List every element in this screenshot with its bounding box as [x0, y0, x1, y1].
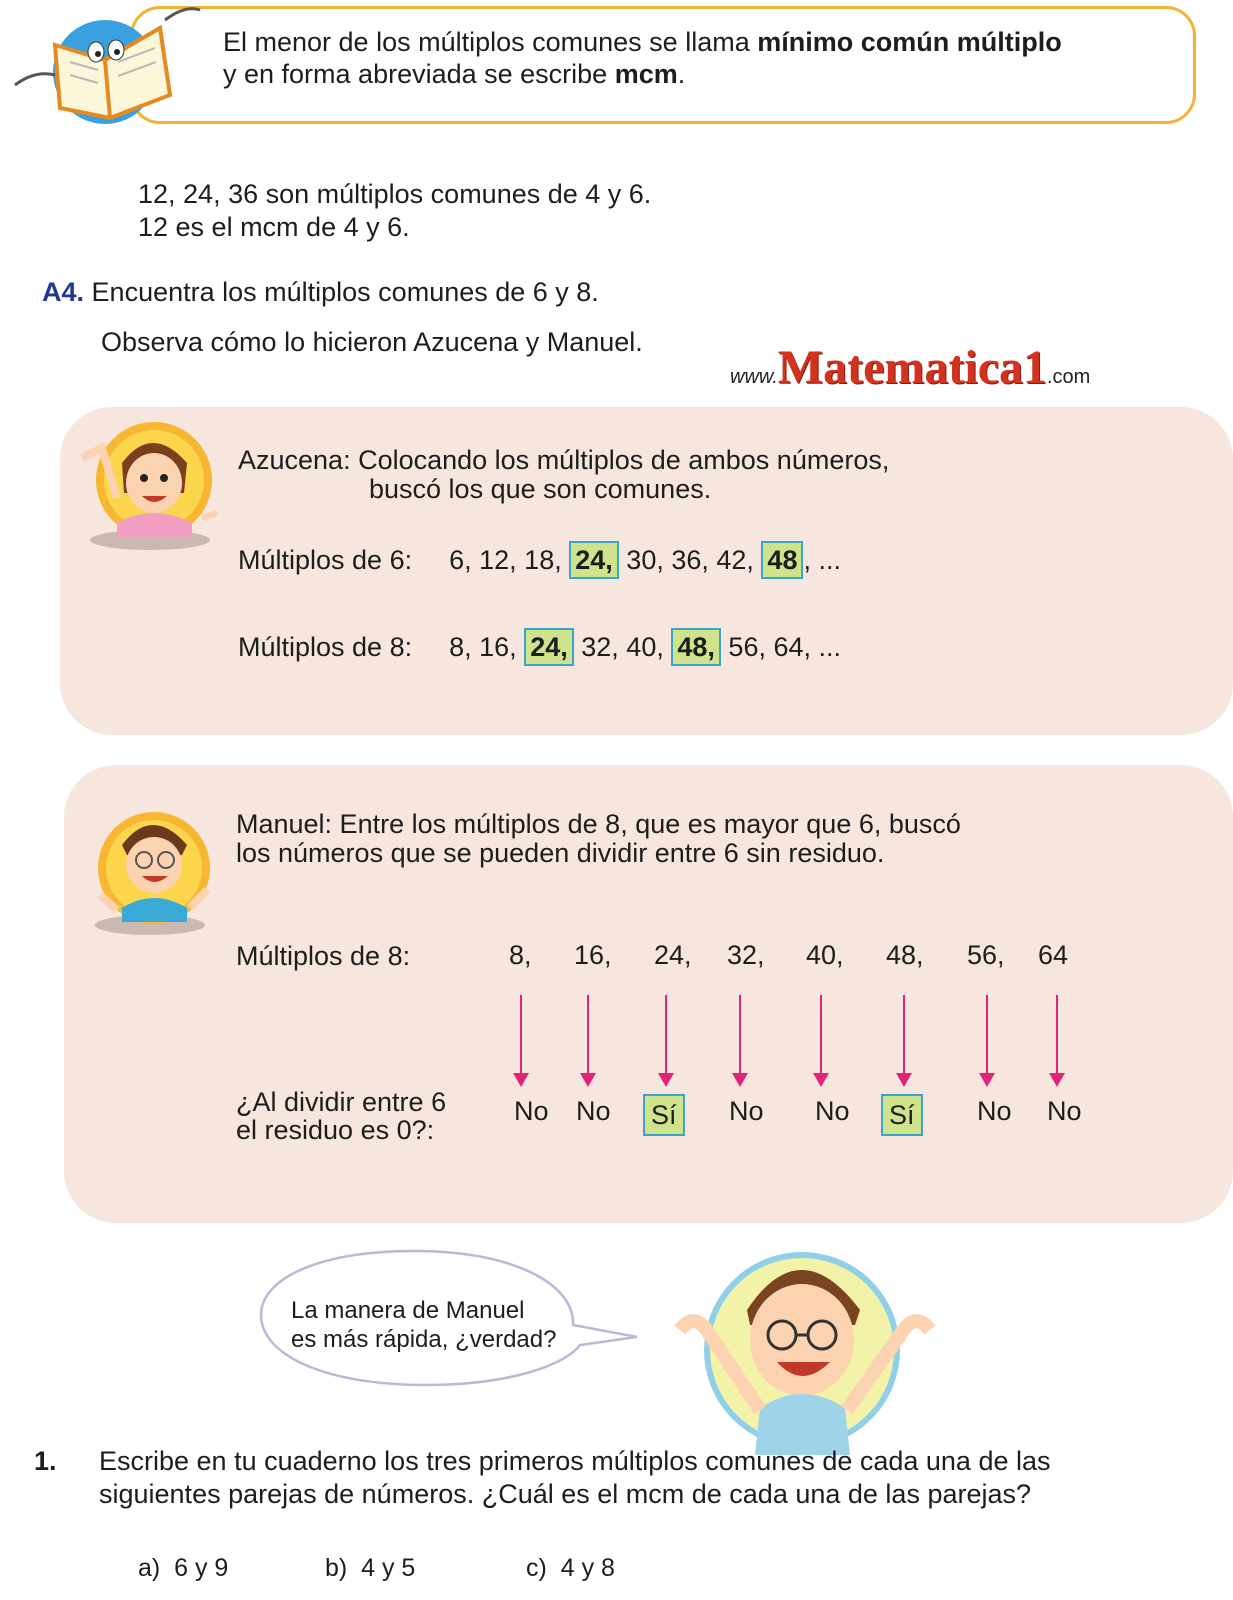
manuel-answer: No: [977, 1096, 1012, 1126]
m6-common-24: 24,: [569, 541, 619, 579]
m8-label: Múltiplos de 8:: [238, 632, 413, 662]
manuel-number: 64: [1038, 940, 1069, 970]
manuel-number: 48,: [886, 940, 924, 970]
down-arrow-icon: [820, 995, 822, 1075]
manuel-question-1: ¿Al dividir entre 6: [236, 1087, 447, 1117]
manuel-m8-label: Múltiplos de 8:: [236, 941, 411, 971]
m6-seq-a: 6, 12, 18,: [449, 545, 562, 575]
book-mascot-icon: [0, 0, 210, 130]
manuel-answer: No: [1047, 1096, 1082, 1126]
example-line-1: 12, 24, 36 son múltiplos comunes de 4 y 6.: [138, 179, 652, 209]
example-line-2: 12 es el mcm de 4 y 6.: [138, 212, 410, 242]
down-arrow-icon: [903, 995, 905, 1075]
manuel-number: 8,: [509, 940, 532, 970]
girl-avatar-icon: [72, 418, 222, 558]
m6-seq-c: , ...: [803, 545, 841, 575]
exercise-line-1: Escribe en tu cuaderno los tres primeros múltiplos comunes de cada una de las: [99, 1446, 1051, 1476]
exercise-item-a: a) 6 y 9: [138, 1554, 229, 1582]
bubble-text: La manera de Manuel es más rápida, ¿verdad?: [291, 1297, 557, 1353]
m8-seq-a: 8, 16,: [449, 632, 517, 662]
a4-label: A4.: [42, 277, 85, 307]
boy-avatar-icon: [82, 800, 222, 940]
azucena-multiples-8: [238, 628, 841, 666]
m6-seq-b: 30, 36, 42,: [626, 545, 754, 575]
manuel-answer-yes: Sí: [643, 1094, 685, 1136]
down-arrow-icon: [1056, 995, 1058, 1075]
manuel-answer: No: [815, 1096, 850, 1126]
definition-text: El menor de los múltiplos comunes se llama mínimo común múltiplo y en forma abreviada se escribe mcm.: [223, 27, 1062, 89]
down-arrow-icon: [587, 995, 589, 1075]
manuel-answer: No: [514, 1096, 549, 1126]
observe-text: Observa cómo lo hicieron Azucena y Manuel.: [101, 327, 643, 357]
watermark: www.Matematica1.com: [730, 341, 1091, 394]
m8-seq-b: 32, 40,: [581, 632, 664, 662]
manuel-text-2: los números que se pueden dividir entre 6 sin residuo.: [236, 838, 885, 868]
m8-seq-c: 56, 64, ...: [728, 632, 841, 662]
m6-label: Múltiplos de 6:: [238, 545, 413, 575]
exercise-item-c: c) 4 y 8: [526, 1554, 615, 1582]
manuel-answer: No: [576, 1096, 611, 1126]
exercise-line-2: siguientes parejas de números. ¿Cuál es el mcm de cada una de las parejas?: [99, 1479, 1032, 1509]
a4-heading: [42, 276, 599, 308]
manuel-number: 40,: [806, 940, 844, 970]
manuel-number: 32,: [727, 940, 765, 970]
boy-large-avatar-icon: [665, 1240, 945, 1455]
azucena-multiples-6: [238, 541, 841, 579]
a4-text: Encuentra los múltiplos comunes de 6 y 8.: [91, 277, 599, 307]
m8-common-48: 48,: [671, 628, 721, 666]
manuel-question-2: el residuo es 0?:: [236, 1115, 435, 1145]
manuel-number: 16,: [574, 940, 612, 970]
manuel-answer: No: [729, 1096, 764, 1126]
manuel-answer-yes: Sí: [881, 1094, 923, 1136]
exercise-number: 1.: [34, 1446, 57, 1476]
azucena-text-2: buscó los que son comunes.: [369, 474, 712, 504]
m8-common-24: 24,: [524, 628, 574, 666]
azucena-text-1: Azucena: Colocando los múltiplos de ambos números,: [238, 445, 890, 475]
down-arrow-icon: [665, 995, 667, 1075]
m6-common-48: 48: [761, 541, 803, 579]
manuel-text-1: Manuel: Entre los múltiplos de 8, que es mayor que 6, buscó: [236, 809, 961, 839]
exercise-item-b: b) 4 y 5: [325, 1554, 416, 1582]
down-arrow-icon: [986, 995, 988, 1075]
down-arrow-icon: [739, 995, 741, 1075]
manuel-number: 24,: [654, 940, 692, 970]
manuel-number: 56,: [967, 940, 1005, 970]
down-arrow-icon: [520, 995, 522, 1075]
